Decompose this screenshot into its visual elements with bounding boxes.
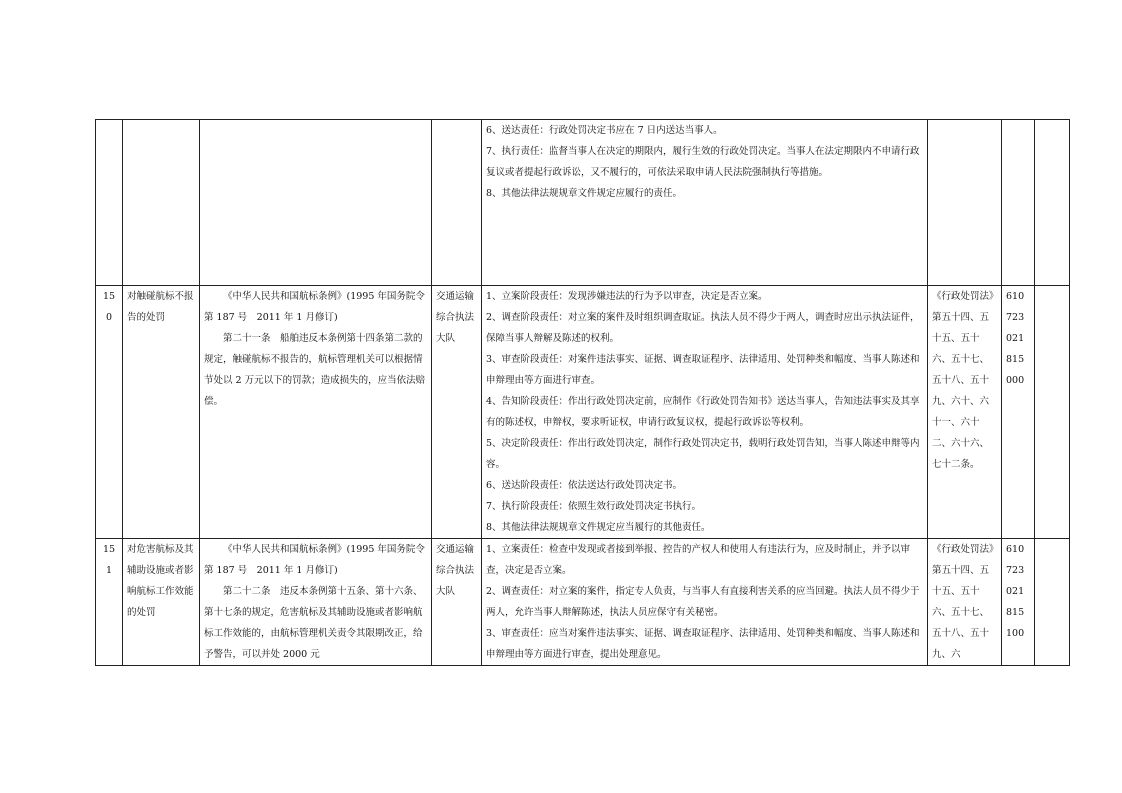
item-number: 150 <box>102 291 116 323</box>
responsibility-item: 4、告知阶段责任：作出行政处罚决定前，应制作《行政处罚告知书》送达当事人，告知违法事实及其享有的陈述权，申辩权，要求听证权，申请行政复议权，提起行政诉讼等权利。 <box>486 396 920 428</box>
implementing-org-cell <box>432 286 482 539</box>
responsibility-item: 1、立案责任：检查中发现或者接到举报、控告的产权人和使用人有违法行为，应及时制止，并予以审查，决定是否立案。 <box>486 544 911 576</box>
responsibility-item: 2、调查责任：对立案的案件，指定专人负责，与当事人有直接利害关系的应当回避。执法人员不得少于两人，允许当事人辩解陈述，执法人员应保守有关秘密。 <box>486 586 920 618</box>
item-code-cell <box>1002 120 1035 286</box>
remarks-cell <box>1035 120 1070 286</box>
responsibilities-cell <box>482 286 928 539</box>
legal-basis-cell <box>200 120 432 286</box>
legal-basis-cell <box>200 286 432 539</box>
responsibility-item: 2、调查阶段责任：对立案的案件及时组织调查取证。执法人员不得少于两人，调查时应出示执法证件，保障当事人辩解及陈述的权利。 <box>486 312 920 344</box>
table-row <box>96 286 1070 539</box>
item-name: 对触碰航标不报告的处罚 <box>127 291 194 323</box>
remarks-cell <box>1035 286 1070 539</box>
responsibility-item: 3、审查责任：应当对案件违法事实、证据、调查取证程序、法律适用、处罚种类和幅度、当事人陈述和申辩理由等方面进行审查，提出处理意见。 <box>486 628 920 660</box>
implementing-org-cell <box>432 539 482 666</box>
responsibility-item: 7、执行阶段责任：依照生效行政处罚决定书执行。 <box>486 501 702 512</box>
responsibilities-cell <box>482 120 928 286</box>
item-code-cell <box>1002 539 1035 666</box>
law-reference-cell <box>928 120 1002 286</box>
implementing-org-cell <box>432 120 482 286</box>
law-reference-cell <box>928 539 1002 666</box>
responsibility-item: 1、立案阶段责任：发现涉嫌违法的行为予以审查，决定是否立案。 <box>486 291 768 302</box>
table-row <box>96 539 1070 666</box>
responsibility-item: 7、执行责任：监督当事人在决定的期限内，履行生效的行政处罚决定。当事人在法定期限内不申请行政复议或者提起行政诉讼，又不履行的，可依法采取申请人民法院强制执行等措施。 <box>486 146 920 178</box>
item-name: 对危害航标及其辅助设施或者影响航标工作效能的处罚 <box>127 544 194 618</box>
item-code-cell <box>1002 286 1035 539</box>
implementing-org: 交通运输综合执法大队 <box>436 291 475 344</box>
law-reference-cell <box>928 286 1002 539</box>
responsibility-item: 6、送达阶段责任：依法送达行政处罚决定书。 <box>486 480 683 491</box>
item-number-cell <box>96 539 123 666</box>
power-list-table <box>95 119 1070 666</box>
law-reference: 《行政处罚法》第五十四、五十五、五十六、五十七、五十八、五十九、六十、六十一、六十二、六十六、七十二条。 <box>932 291 994 470</box>
responsibility-item: 8、其他法律法规规章文件规定应履行的责任。 <box>486 188 683 199</box>
item-number: 151 <box>102 544 116 576</box>
law-reference: 《行政处罚法》第五十四、五十五、五十六、五十七、五十八、五十九、六 <box>932 544 994 660</box>
legal-basis-paragraph: 《中华人民共和国航标条例》(1995 年国务院令第 187 号 2011 年 1 月修订) <box>204 291 425 323</box>
responsibilities-cell <box>482 539 928 666</box>
item-number-cell <box>96 120 123 286</box>
item-code: 610723021815100 <box>1006 544 1025 639</box>
item-name-cell <box>123 539 200 666</box>
legal-basis-cell <box>200 539 432 666</box>
implementing-org: 交通运输综合执法大队 <box>436 544 475 597</box>
item-number-cell <box>96 286 123 539</box>
responsibility-item: 3、审查阶段责任：对案件违法事实、证据、调查取证程序、法律适用、处罚种类和幅度、当事人陈述和申辩理由等方面进行审查。 <box>486 354 920 386</box>
item-name-cell <box>123 286 200 539</box>
responsibility-item: 6、送达责任：行政处罚决定书应在 7 日内送达当事人。 <box>486 125 723 136</box>
responsibility-item: 5、决定阶段责任：作出行政处罚决定，制作行政处罚决定书，载明行政处罚告知，当事人陈述申辩等内容。 <box>486 438 920 470</box>
item-code: 610723021815000 <box>1006 291 1025 386</box>
item-name-cell <box>123 120 200 286</box>
remarks-cell <box>1035 539 1070 666</box>
table-body <box>96 120 1070 666</box>
legal-basis-paragraph: 《中华人民共和国航标条例》(1995 年国务院令第 187 号 2011 年 1 月修订) <box>204 544 425 576</box>
legal-basis-paragraph: 第二十一条 船舶违反本条例第十四条第二款的规定，触碰航标不报告的，航标管理机关可以根据情节处以 2 万元以下的罚款；造成损失的，应当依法赔偿。 <box>204 333 426 407</box>
legal-basis-paragraph: 第二十二条 违反本条例第十五条、第十六条、第十七条的规定，危害航标及其辅助设施或者影响航标工作效能的，由航标管理机关责令其限期改正，给予警告，可以并处 2000 元 <box>204 586 423 660</box>
responsibility-item: 8、其他法律法规规章文件规定应当履行的其他责任。 <box>486 522 711 533</box>
table-row <box>96 120 1070 286</box>
